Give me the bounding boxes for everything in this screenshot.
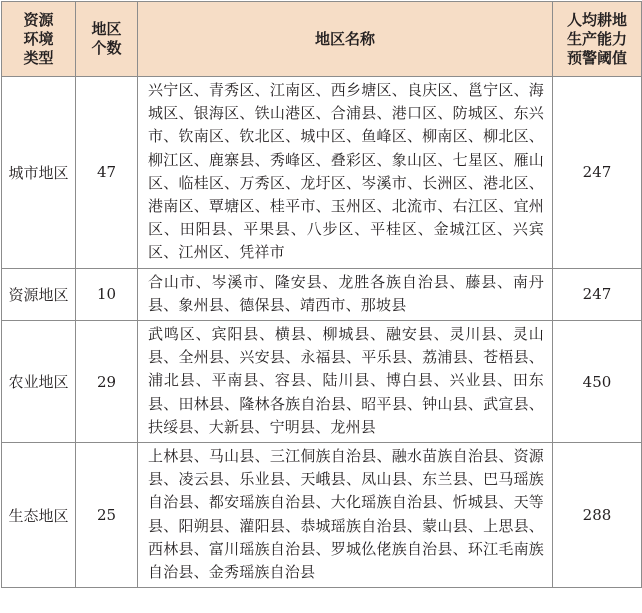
cell-type: 城市地区 — [2, 77, 76, 269]
cell-type: 农业地区 — [2, 321, 76, 443]
cell-count: 10 — [76, 268, 138, 320]
header-row — [2, 2, 642, 77]
cell-threshold: 247 — [553, 268, 642, 320]
cell-type: 生态地区 — [2, 443, 76, 588]
header-type: 资源 环境 类型 — [2, 2, 76, 77]
table-row-urban — [2, 77, 642, 269]
header-names: 地区名称 — [138, 2, 553, 77]
table-row-ecology — [2, 443, 642, 588]
table-row-resource — [2, 268, 642, 320]
cell-count: 47 — [76, 77, 138, 269]
cell-threshold: 450 — [553, 321, 642, 443]
cell-threshold: 288 — [553, 443, 642, 588]
cell-count: 29 — [76, 321, 138, 443]
cell-threshold: 247 — [553, 77, 642, 269]
cell-names: 兴宁区、青秀区、江南区、西乡塘区、良庆区、邕宁区、海城区、银海区、铁山港区、合浦县、港口区、防城区、东兴市、钦南区、钦北区、城中区、鱼峰区、柳南区、柳北区、柳江区、鹿寨县、秀峰区、叠彩区、象山区、七星区、雁山区、临桂区、万秀区、龙圩区、岑溪市、长洲区、港北区、港南区、覃塘区、桂平市、玉州区、北流市、右江区、宜州区、田阳县、平果县、八步区、平桂区、金城江区、兴宾区、江州区、凭祥市 — [138, 77, 553, 269]
cell-names: 武鸣区、宾阳县、横县、柳城县、融安县、灵川县、灵山县、全州县、兴安县、永福县、平乐县、荔浦县、苍梧县、浦北县、平南县、容县、陆川县、博白县、兴业县、田东县、田林县、隆林各族自治县、昭平县、钟山县、武宣县、扶绥县、大新县、宁明县、龙州县 — [138, 321, 553, 443]
cell-names: 合山市、岑溪市、隆安县、龙胜各族自治县、藤县、南丹县、象州县、德保县、靖西市、那坡县 — [138, 268, 553, 320]
cell-type: 资源地区 — [2, 268, 76, 320]
cell-count: 25 — [76, 443, 138, 588]
table-row-agriculture — [2, 321, 642, 443]
header-threshold: 人均耕地 生产能力 预警阈值 — [553, 2, 642, 77]
header-count: 地区 个数 — [76, 2, 138, 77]
resource-threshold-table — [1, 1, 642, 588]
cell-names: 上林县、马山县、三江侗族自治县、融水苗族自治县、资源县、凌云县、乐业县、天峨县、凤山县、东兰县、巴马瑶族自治县、都安瑶族自治县、大化瑶族自治县、忻城县、天等县、阳朔县、灌阳县、恭城瑶族自治县、蒙山县、上思县、西林县、富川瑶族自治县、罗城仫佬族自治县、环江毛南族自治县、金秀瑶族自治县 — [138, 443, 553, 588]
